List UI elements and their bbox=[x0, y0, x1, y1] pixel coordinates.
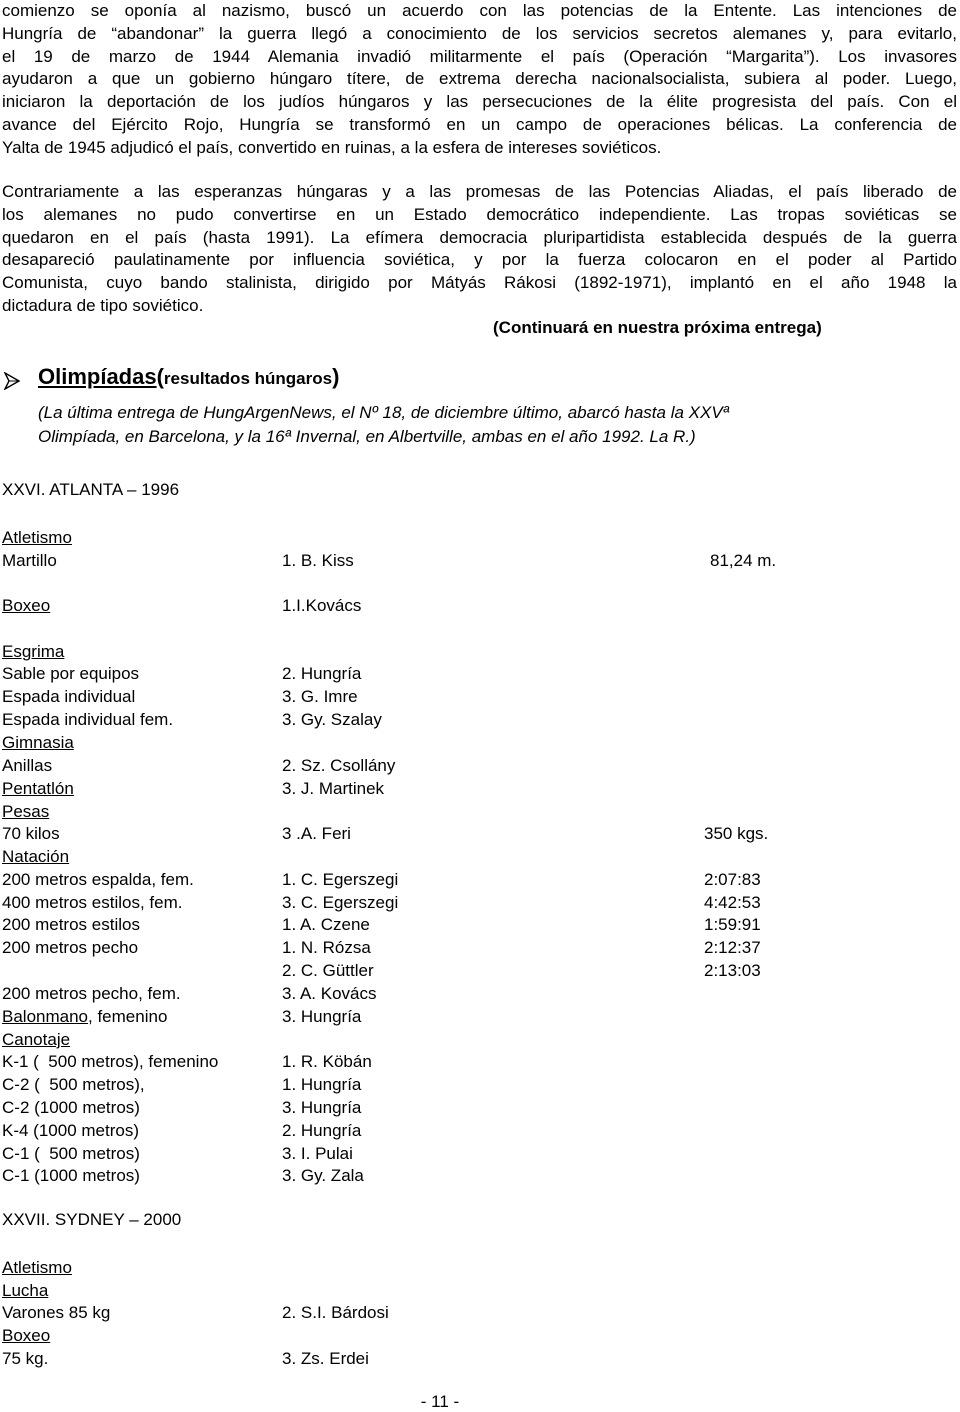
result-row bbox=[0, 1005, 960, 1028]
sport-heading-row bbox=[0, 1256, 960, 1279]
result-value: 81,24 m. bbox=[710, 551, 777, 570]
sport-heading-row bbox=[0, 731, 960, 754]
event-name: 200 metros estilos bbox=[2, 915, 140, 934]
sport-name: Boxeo bbox=[2, 1326, 51, 1345]
event-name: Espada individual fem. bbox=[2, 710, 174, 729]
paragraph-line: comienzo se oponía al nazismo, buscó un acuerdo con las potencias de la Entente. Las intenciones de bbox=[2, 1, 957, 20]
result-row bbox=[0, 1301, 960, 1324]
result-row bbox=[0, 662, 960, 685]
sport-name: Atletismo bbox=[2, 1258, 72, 1277]
paragraph-1 bbox=[2, 0, 957, 160]
result-value: 2:12:37 bbox=[704, 938, 761, 957]
result-row bbox=[0, 913, 960, 936]
event-name: 200 metros pecho bbox=[2, 938, 139, 957]
result-text: 3. A. Kovács bbox=[282, 984, 377, 1003]
event-name: C-2 (1000 metros) bbox=[2, 1098, 140, 1117]
sport-heading-row bbox=[0, 800, 960, 823]
result-text: 1. C. Egerszegi bbox=[282, 870, 399, 889]
section-subtitle: resultados húngaros bbox=[163, 369, 333, 388]
paragraph-line: quedaron en el país (hasta 1991). La efímera democracia pluripartidista establecida después de la guerra bbox=[2, 227, 957, 247]
sport-name: Balonmano bbox=[2, 1007, 89, 1026]
result-row bbox=[0, 1073, 960, 1096]
paragraph-line: Hungría de “abandonar” la guerra llegó a conocimiento de los servicios secretos alemanes y, para evitarlo, bbox=[2, 23, 957, 43]
result-row bbox=[0, 868, 960, 891]
event-name: 70 kilos bbox=[2, 824, 60, 843]
result-row bbox=[0, 708, 960, 731]
result-row bbox=[0, 1096, 960, 1119]
sport-heading-row bbox=[0, 640, 960, 663]
page-number: - 11 - bbox=[420, 1392, 460, 1411]
intro-line: Olimpíada, en Barcelona, y la 16ª Invernal, en Albertville, ambas en el año 1992. La R.) bbox=[38, 427, 696, 446]
paragraph-line: Contrariamente a las esperanzas húngaras y a las promesas de las Potencias Aliadas, el país liberado de bbox=[2, 182, 957, 201]
paragraph-line: desapareció paulatinamente por influencia soviética, y por la fuerza colocaron en el poder al Partido bbox=[2, 250, 957, 270]
result-row bbox=[0, 685, 960, 708]
sport-heading-row bbox=[0, 845, 960, 868]
sport-name: Natación bbox=[2, 847, 70, 866]
result-row bbox=[0, 1119, 960, 1142]
result-text: 2. Hungría bbox=[282, 1121, 362, 1140]
paragraph-line: avance del Ejército Rojo, Hungría se transformó en un campo de operaciones bélicas. La conferencia de bbox=[2, 114, 957, 134]
sport-name: Pesas bbox=[2, 802, 50, 821]
result-row bbox=[0, 822, 960, 845]
result-row bbox=[0, 1142, 960, 1165]
sport-name: Esgrima bbox=[2, 642, 65, 661]
result-row bbox=[0, 959, 960, 982]
paragraph-line: Yalta de 1945 adjudicó el país, convertido en ruinas, a la esfera de intereses soviéticos. bbox=[2, 137, 662, 157]
sport-heading-row bbox=[0, 1324, 960, 1347]
result-text: 3. Hungría bbox=[282, 1098, 362, 1117]
result-row bbox=[0, 1050, 960, 1073]
event-name: Anillas bbox=[2, 756, 53, 775]
section-title-paren-close: ) bbox=[332, 364, 340, 389]
paragraph-line: Comunista, cuyo bando stalinista, dirigido por Mátyás Rákosi (1892-1971), implantó en el año 1948 la bbox=[2, 273, 957, 293]
sport-name: Gimnasia bbox=[2, 733, 74, 752]
result-text: 3. Zs. Erdei bbox=[282, 1349, 369, 1368]
result-value: 350 kgs. bbox=[704, 824, 769, 843]
sport-name: Atletismo bbox=[2, 528, 72, 547]
event-name: Sable por equipos bbox=[2, 664, 140, 683]
paragraph-line: dictadura de tipo soviético. bbox=[2, 295, 204, 315]
event-name: 75 kg. bbox=[2, 1349, 49, 1368]
intro-line: (La última entrega de HungArgenNews, el Nº 18, de diciembre último, abarcó hasta la XXVª bbox=[38, 403, 729, 422]
result-text: 1. R. Köbán bbox=[282, 1052, 372, 1071]
event-name: Martillo bbox=[2, 551, 57, 570]
result-text: 3. G. Imre bbox=[282, 687, 358, 706]
result-row bbox=[0, 549, 960, 572]
event-name: Varones 85 kg bbox=[2, 1303, 111, 1322]
event-name: 200 metros pecho, fem. bbox=[2, 984, 181, 1003]
sport-heading-row bbox=[0, 777, 960, 800]
result-text: 2. C. Güttler bbox=[282, 961, 374, 980]
paragraph-2 bbox=[2, 181, 957, 318]
sport-heading-row bbox=[0, 594, 960, 617]
event-name: Espada individual bbox=[2, 687, 136, 706]
result-value: 2:13:03 bbox=[704, 961, 761, 980]
result-row bbox=[0, 754, 960, 777]
paragraph-line: iniciaron la deportación de los judíos húngaros y las persecuciones de la élite progresista del país. Con el bbox=[2, 92, 957, 112]
result-text: 2. Hungría bbox=[282, 664, 362, 683]
event-name bbox=[2, 1005, 167, 1028]
section-intro bbox=[38, 401, 838, 449]
event-name: K-4 (1000 metros) bbox=[2, 1121, 139, 1140]
result-text: 3. Gy. Zala bbox=[282, 1166, 364, 1185]
result-text: 2. Sz. Csollány bbox=[282, 756, 396, 775]
paragraph-line: los alemanes no pudo convertirse en un Estado democrático independiente. Las tropas soviéticas se bbox=[2, 204, 957, 224]
result-text: 3. Hungría bbox=[282, 1007, 362, 1026]
result-value: 1:59:91 bbox=[704, 915, 761, 934]
sport-name: Lucha bbox=[2, 1281, 49, 1300]
arrow-bullet-icon bbox=[4, 372, 20, 390]
sport-name: Pentatlón bbox=[2, 779, 74, 798]
result-text: 3. J. Martinek bbox=[282, 779, 385, 798]
section-title-paren-open: ( bbox=[156, 364, 164, 389]
section-title-main: Olimpíadas bbox=[38, 364, 157, 389]
event-name: C-1 ( 500 metros) bbox=[2, 1144, 140, 1163]
event-name: C-1 (1000 metros) bbox=[2, 1166, 140, 1185]
sport-name: Boxeo bbox=[2, 596, 51, 615]
atlanta-title: XXVI. ATLANTA – 1996 bbox=[2, 480, 180, 499]
result-value: 2:07:83 bbox=[704, 870, 761, 889]
event-name: C-2 ( 500 metros), bbox=[2, 1075, 145, 1094]
sport-heading-row bbox=[0, 526, 960, 549]
event-suffix: , femenino bbox=[88, 1007, 168, 1026]
continue-note: (Continuará en nuestra próxima entrega) bbox=[493, 318, 822, 337]
sydney-title: XXVII. SYDNEY – 2000 bbox=[2, 1210, 182, 1229]
paragraph-line: ayudaron a que un gobierno húngaro títere, de extrema derecha nacionalsocialista, subiera al poder. Luego, bbox=[2, 69, 957, 89]
result-text: 1.I.Kovács bbox=[282, 596, 362, 615]
event-name: 400 metros estilos, fem. bbox=[2, 893, 183, 912]
result-row bbox=[0, 1164, 960, 1187]
result-text: 3. Gy. Szalay bbox=[282, 710, 382, 729]
sport-heading-row bbox=[0, 1279, 960, 1302]
event-name: K-1 ( 500 metros), femenino bbox=[2, 1052, 219, 1071]
event-name: 200 metros espalda, fem. bbox=[2, 870, 194, 889]
result-text: 3. I. Pulai bbox=[282, 1144, 353, 1163]
result-row bbox=[0, 891, 960, 914]
result-text: 2. S.I. Bárdosi bbox=[282, 1303, 389, 1322]
result-text: 3 .A. Feri bbox=[282, 824, 351, 843]
sport-heading-row bbox=[0, 1028, 960, 1051]
result-text: 1. A. Czene bbox=[282, 915, 370, 934]
result-row bbox=[0, 936, 960, 959]
result-value: 4:42:53 bbox=[704, 893, 761, 912]
section-title bbox=[38, 364, 339, 390]
sport-name: Canotaje bbox=[2, 1030, 71, 1049]
result-row bbox=[0, 1347, 960, 1370]
result-text: 1. B. Kiss bbox=[282, 551, 354, 570]
result-row bbox=[0, 982, 960, 1005]
result-text: 1. N. Rózsa bbox=[282, 938, 371, 957]
result-text: 1. Hungría bbox=[282, 1075, 362, 1094]
paragraph-line: el 19 de marzo de 1944 Alemania invadió militarmente el país (Operación “Margarita”). Los invasores bbox=[2, 46, 957, 66]
result-text: 3. C. Egerszegi bbox=[282, 893, 399, 912]
